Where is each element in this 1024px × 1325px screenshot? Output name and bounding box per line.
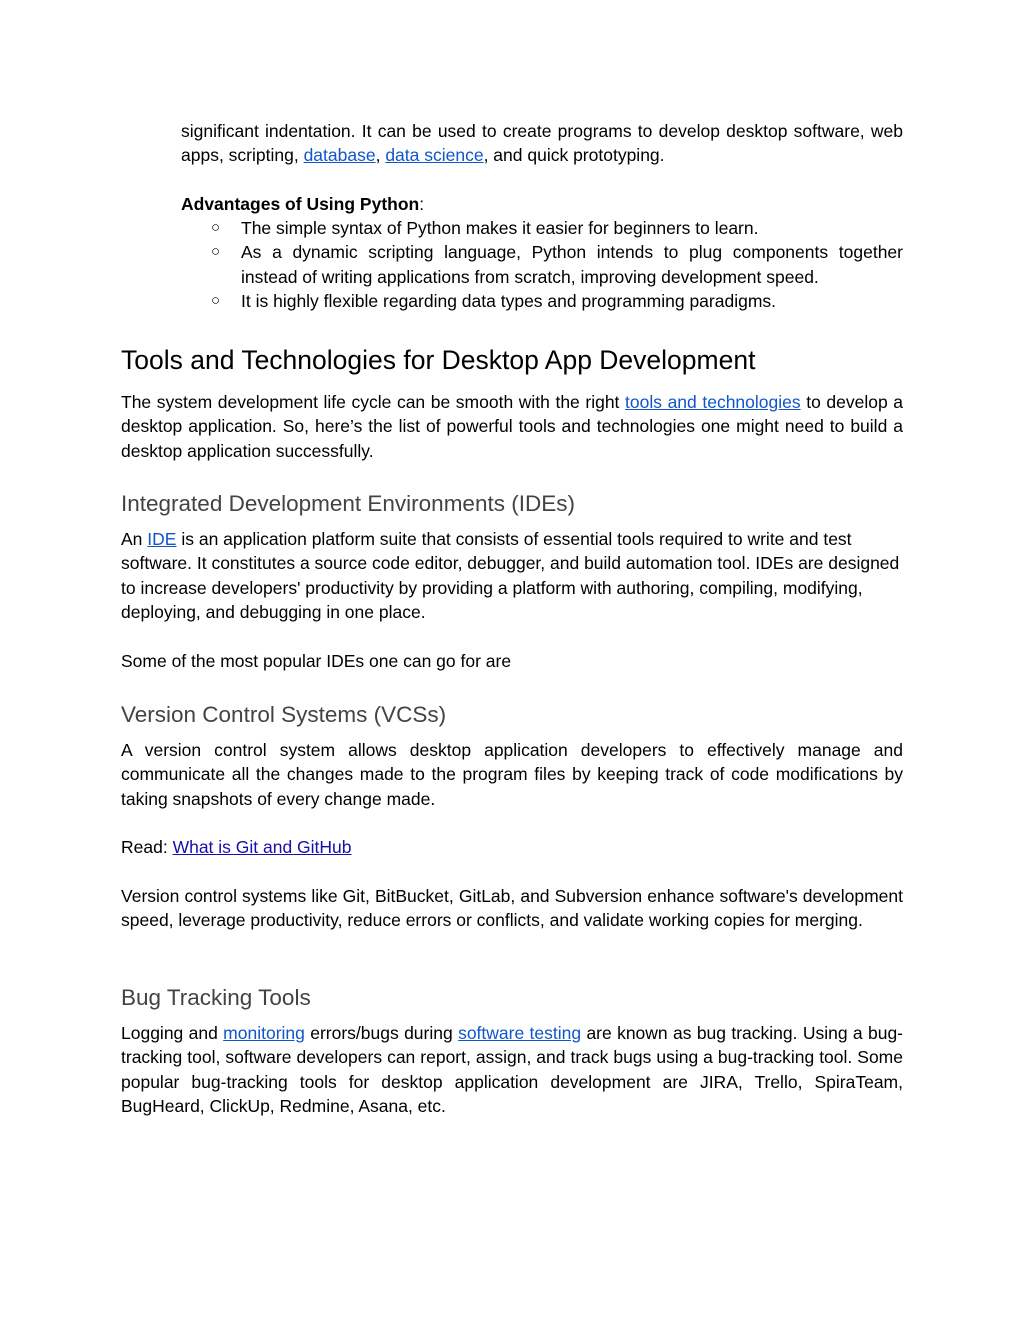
vcs-tools-paragraph: Version control systems like Git, BitBucket, GitLab, and Subversion enhance software's development speed, leverage productivity, reduce errors or conflicts, and validate working copies for merging. xyxy=(121,886,903,931)
git-github-link[interactable]: What is Git and GitHub xyxy=(172,837,352,857)
list-item xyxy=(211,240,903,289)
bug-section-title: Bug Tracking Tools xyxy=(121,985,311,1010)
advantages-list xyxy=(121,216,903,314)
ide-text: An xyxy=(121,529,148,549)
list-item-text: It is highly flexible regarding data types and programming paradigms. xyxy=(241,291,777,312)
list-item xyxy=(211,289,903,313)
vcs-section-title: Version Control Systems (VCSs) xyxy=(121,702,447,727)
data-science-link[interactable]: data science xyxy=(385,145,484,166)
bug-text: Logging and xyxy=(121,1023,224,1043)
bug-text-end: are known as bug tracking. Using a bug-tracking tool, software developers can report, assign, and track bugs using a bug-tracking tool. Some popular bug-tracking tools for desktop application development are JIRA, Trello, SpiraTeam, BugHeard, ClickUp, Redmine, Asana, etc. xyxy=(121,1023,904,1117)
tools-text: The system development life cycle can be smooth with the right xyxy=(121,392,626,412)
list-item-text: The simple syntax of Python makes it easier for beginners to learn. xyxy=(241,218,759,238)
ide-popular-paragraph: Some of the most popular IDEs one can go for are xyxy=(121,651,512,671)
tools-and-technologies-link[interactable]: tools and technologies xyxy=(625,392,801,412)
list-item-text: As a dynamic scripting language, Python intends to plug components together instead of writing applications from scratch, improving development speed. xyxy=(241,242,903,287)
vcs-read-line xyxy=(121,835,903,859)
ide-section-title: Integrated Development Environments (IDEs) xyxy=(121,491,575,516)
vcs-paragraph: A version control system allows desktop application developers to effectively manage and communicate all the changes made to the program files by keeping track of code modifications by taking snapshots of every change made. xyxy=(121,740,903,809)
database-link[interactable]: database xyxy=(303,145,376,166)
advantages-heading xyxy=(121,192,903,216)
intro-text: significant indentation. It can be used to create programs to develop desktop software, web apps, scripting, xyxy=(181,121,903,166)
tools-section-title: Tools and Technologies for Desktop App Development xyxy=(121,345,756,375)
intro-paragraph xyxy=(121,119,903,168)
bug-paragraph xyxy=(121,1021,903,1119)
software-testing-link[interactable]: software testing xyxy=(458,1023,582,1043)
ide-text-end: is an application platform suite that consists of essential tools required to write and test software. It constitutes a source code editor, debugger, and build automation tool. IDEs are designed to increase developers' productivity by providing a platform with authoring, compiling, modifying, deploying, and debugging in one place. xyxy=(121,529,900,623)
bug-text-middle: errors/bugs during xyxy=(304,1023,459,1043)
ide-paragraph xyxy=(121,527,903,625)
circle-bullet-icon: ○ xyxy=(211,243,221,261)
intro-text-end: , and quick prototyping. xyxy=(483,145,665,166)
list-item xyxy=(211,216,903,240)
ide-link[interactable]: IDE xyxy=(147,529,177,549)
tools-text-end: to develop a desktop application. So, here’s the list of powerful tools and technologies one might need to build a desktop application successfully. xyxy=(121,392,904,461)
circle-bullet-icon: ○ xyxy=(211,292,221,310)
intro-separator: , xyxy=(375,145,386,166)
advantages-colon: : xyxy=(419,194,425,214)
advantages-heading-text: Advantages of Using Python xyxy=(181,194,420,214)
read-label: Read: xyxy=(121,837,173,857)
circle-bullet-icon: ○ xyxy=(211,219,221,236)
monitoring-link[interactable]: monitoring xyxy=(223,1023,305,1043)
tools-paragraph xyxy=(121,390,903,463)
